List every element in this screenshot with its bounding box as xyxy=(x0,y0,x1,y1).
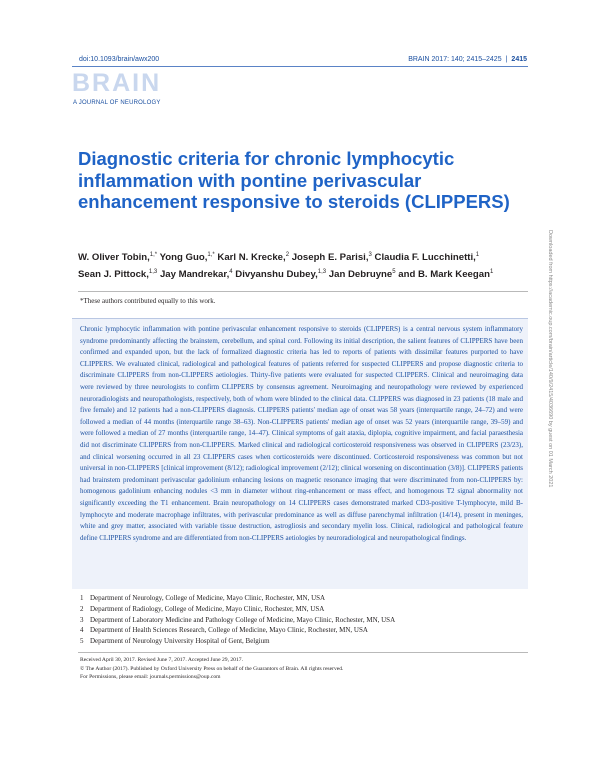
author-name xyxy=(217,252,289,263)
author-name-text: Jay Mandrekar, xyxy=(159,269,230,281)
author-name-text: Joseph E. Parisi, xyxy=(291,252,369,264)
author-name xyxy=(375,252,480,263)
author-name xyxy=(78,252,157,263)
affiliation-item xyxy=(80,604,520,615)
author-name-text: W. Oliver Tobin, xyxy=(78,252,150,264)
affiliation-number: 3 xyxy=(80,615,84,624)
received-dates: Received April 30, 2017. Revised June 7, 2017. Accepted June 29, 2017. xyxy=(80,657,243,663)
download-sidebar xyxy=(545,230,555,590)
affiliation-item xyxy=(80,593,520,604)
journal-logo: BRAIN xyxy=(72,69,162,97)
author-name-text: and B. Mark Keegan xyxy=(398,269,490,281)
author-name xyxy=(329,269,396,280)
download-note: Downloaded from https://academic.oup.com/brain/article/140/9/2415/4036690 by guest on 01 March 2021 xyxy=(547,230,553,488)
author-affiliation-mark: 1,3 xyxy=(148,269,158,276)
article-title: Diagnostic criteria for chronic lymphocytic inflammation with pontine perivascular enhancement responsive to steroids (CLIPPERS) xyxy=(78,148,510,212)
author-affiliation-mark: 1,* xyxy=(207,252,215,258)
affiliation-number: 1 xyxy=(80,594,84,602)
citation-header xyxy=(408,56,527,63)
author-name-text: Claudia F. Lucchinetti, xyxy=(374,252,476,264)
author-name xyxy=(160,269,233,280)
copyright-line: © The Author (2017). Published by Oxford University Press on behalf of the Guarantors of Brain. All rights reserved. xyxy=(80,665,344,672)
journal-tagline: A JOURNAL OF NEUROLOGY xyxy=(73,100,161,106)
author-affiliation-mark: 3 xyxy=(368,252,372,258)
affiliation-divider xyxy=(78,652,528,653)
citation-text: BRAIN 2017: 140; 2415–2425 xyxy=(408,56,502,63)
affiliation-text: Department of Health Sciences Research, College of Medicine, Mayo Clinic, Rochester, MN, USA xyxy=(90,626,368,635)
author-affiliation-mark: 2 xyxy=(285,252,290,258)
author-name xyxy=(160,252,215,263)
affiliation-text: Department of Neurology, College of Medicine, Mayo Clinic, Rochester, MN, USA xyxy=(90,594,326,602)
affiliation-text: Department of Laboratory Medicine and Pathology College of Medicine, Mayo Clinic, Rochester, MN, USA xyxy=(90,615,396,624)
header-rule xyxy=(72,66,528,67)
author-name xyxy=(78,269,157,280)
affiliation-text: Department of Neurology University Hospital of Gent, Belgium xyxy=(90,637,270,646)
author-name-text: Sean J. Pittock, xyxy=(78,269,149,281)
affiliation-number: 4 xyxy=(80,626,84,635)
author-affiliation-mark: 1,* xyxy=(149,252,158,258)
doi-text[interactable]: doi:10.1093/brain/awx200 xyxy=(79,56,160,63)
author-name-text: Jan Debruyne xyxy=(328,269,393,281)
affiliation-item xyxy=(80,615,520,626)
abstract-text: Chronic lymphocytic inflammation with pontine perivascular enhancement responsive to steroids (CLIPPERS) is a central nervous system inflammatory syndrome predominantly affecting the brainstem, cerebellum, and spinal cord. Following its initial description, the salient features of CLIPPERS have been confirmed and expanded upon, but the lack of formalized diagnostic criteria has led to reports of patients with dissimilar features purported to have CLIPPERS. We evaluated clinical, radiological and pathological features of patients referred for suspected CLIPPERS and propose diagnostic criteria to discriminate CLIPPERS from non-CLIPPERS aetiologies. Thirty-five patients were evaluated for suspected CLIPPERS. Clinical and neuroimaging data were reviewed by three neurologists to confirm CLIPPERS by consensus agreement. Neuroimaging and neuropathology were reviewed by experienced neuroradiologists and neuropathologists, respectively, both of whom were blinded to the clinical data. CLIPPERS was diagnosed in 23 patients (18 male and five female) and 12 patients had a non-CLIPPERS diagnosis. CLIPPERS patients' median age of onset was 58 years (interquartile range, 24–72) and were followed a median of 44 months (interquartile range 38–63). Non-CLIPPERS patients' median age of onset was 52 years (interquartile range, 39–59) and were followed a median of 27 months (interquartile range, 14–47). Clinical symptoms of gait ataxia, diplopia, cognitive impairment, and facial paraesthesia did not discriminate CLIPPERS from non-CLIPPERS. Marked clinical and radiological corticosteroid responsiveness was observed in CLIPPERS (23/23), and clinical worsening occurred in all 23 CLIPPERS cases when corticosteroids were discontinued. Corticosteroid responsiveness was common but not universal in non-CLIPPERS [clinical improvement (8/12); radiological improvement (2/12); clinical worsening on discontinuation (3/8)]. CLIPPERS patients had brainstem predominant perivascular gadolinium enhancing lesions on magnetic resonance imaging that were discriminated from non-CLIPPERS by: homogenous gadolinium enhancing nodules <3 mm in diameter without ring-enhancement or mass effect, and homogenous T2 signal abnormality not significantly exceeding the T1 enhancement. Brain neuropathology on 14 CLIPPERS cases demonstrated marked CD3-positive T-lymphocyte, mild B-lymphocyte and moderate macrophage infiltrates, with perivascular predominance as well as diffuse parenchymal infiltration (14/14), present in meninges, white and grey matter, associated with variable tissue destruction, astrogliosis and secondary myelin loss. Clinical, radiological and pathological feature define CLIPPERS syndrome and are differentiated from non-CLIPPERS aetiologies by neuroradiological and neuropathological findings. xyxy=(80,325,523,542)
equal-contribution-footnote: *These authors contributed equally to this work. xyxy=(80,297,216,305)
author-name-text: Yong Guo, xyxy=(159,252,208,264)
affiliation-text: Department of Radiology, College of Medicine, Mayo Clinic, Rochester, MN, USA xyxy=(90,604,325,613)
author-name-text: Divyanshu Dubey, xyxy=(235,269,318,281)
author-name-text: Karl N. Krecke, xyxy=(217,252,286,264)
affiliation-number: 5 xyxy=(80,637,84,646)
author-name xyxy=(398,269,493,280)
author-affiliation-mark: 1,3 xyxy=(317,269,327,276)
affiliation-list xyxy=(80,593,520,647)
affiliation-item xyxy=(80,625,520,636)
author-affiliation-mark: 4 xyxy=(229,269,233,276)
publication-info xyxy=(80,656,520,682)
affiliation-item xyxy=(80,636,520,647)
affiliation-number: 2 xyxy=(80,604,84,613)
author-divider xyxy=(78,291,528,292)
author-affiliation-mark: 1 xyxy=(489,269,494,276)
page-number: 2415 xyxy=(511,56,527,63)
author-name xyxy=(235,269,326,280)
author-list xyxy=(78,248,538,282)
author-affiliation-mark: 1 xyxy=(475,252,480,258)
author-name xyxy=(292,252,372,263)
permissions-line: For Permissions, please email: journals.permissions@oup.com xyxy=(80,674,221,680)
header-separator: | xyxy=(505,56,508,63)
author-affiliation-mark: 5 xyxy=(392,269,396,276)
